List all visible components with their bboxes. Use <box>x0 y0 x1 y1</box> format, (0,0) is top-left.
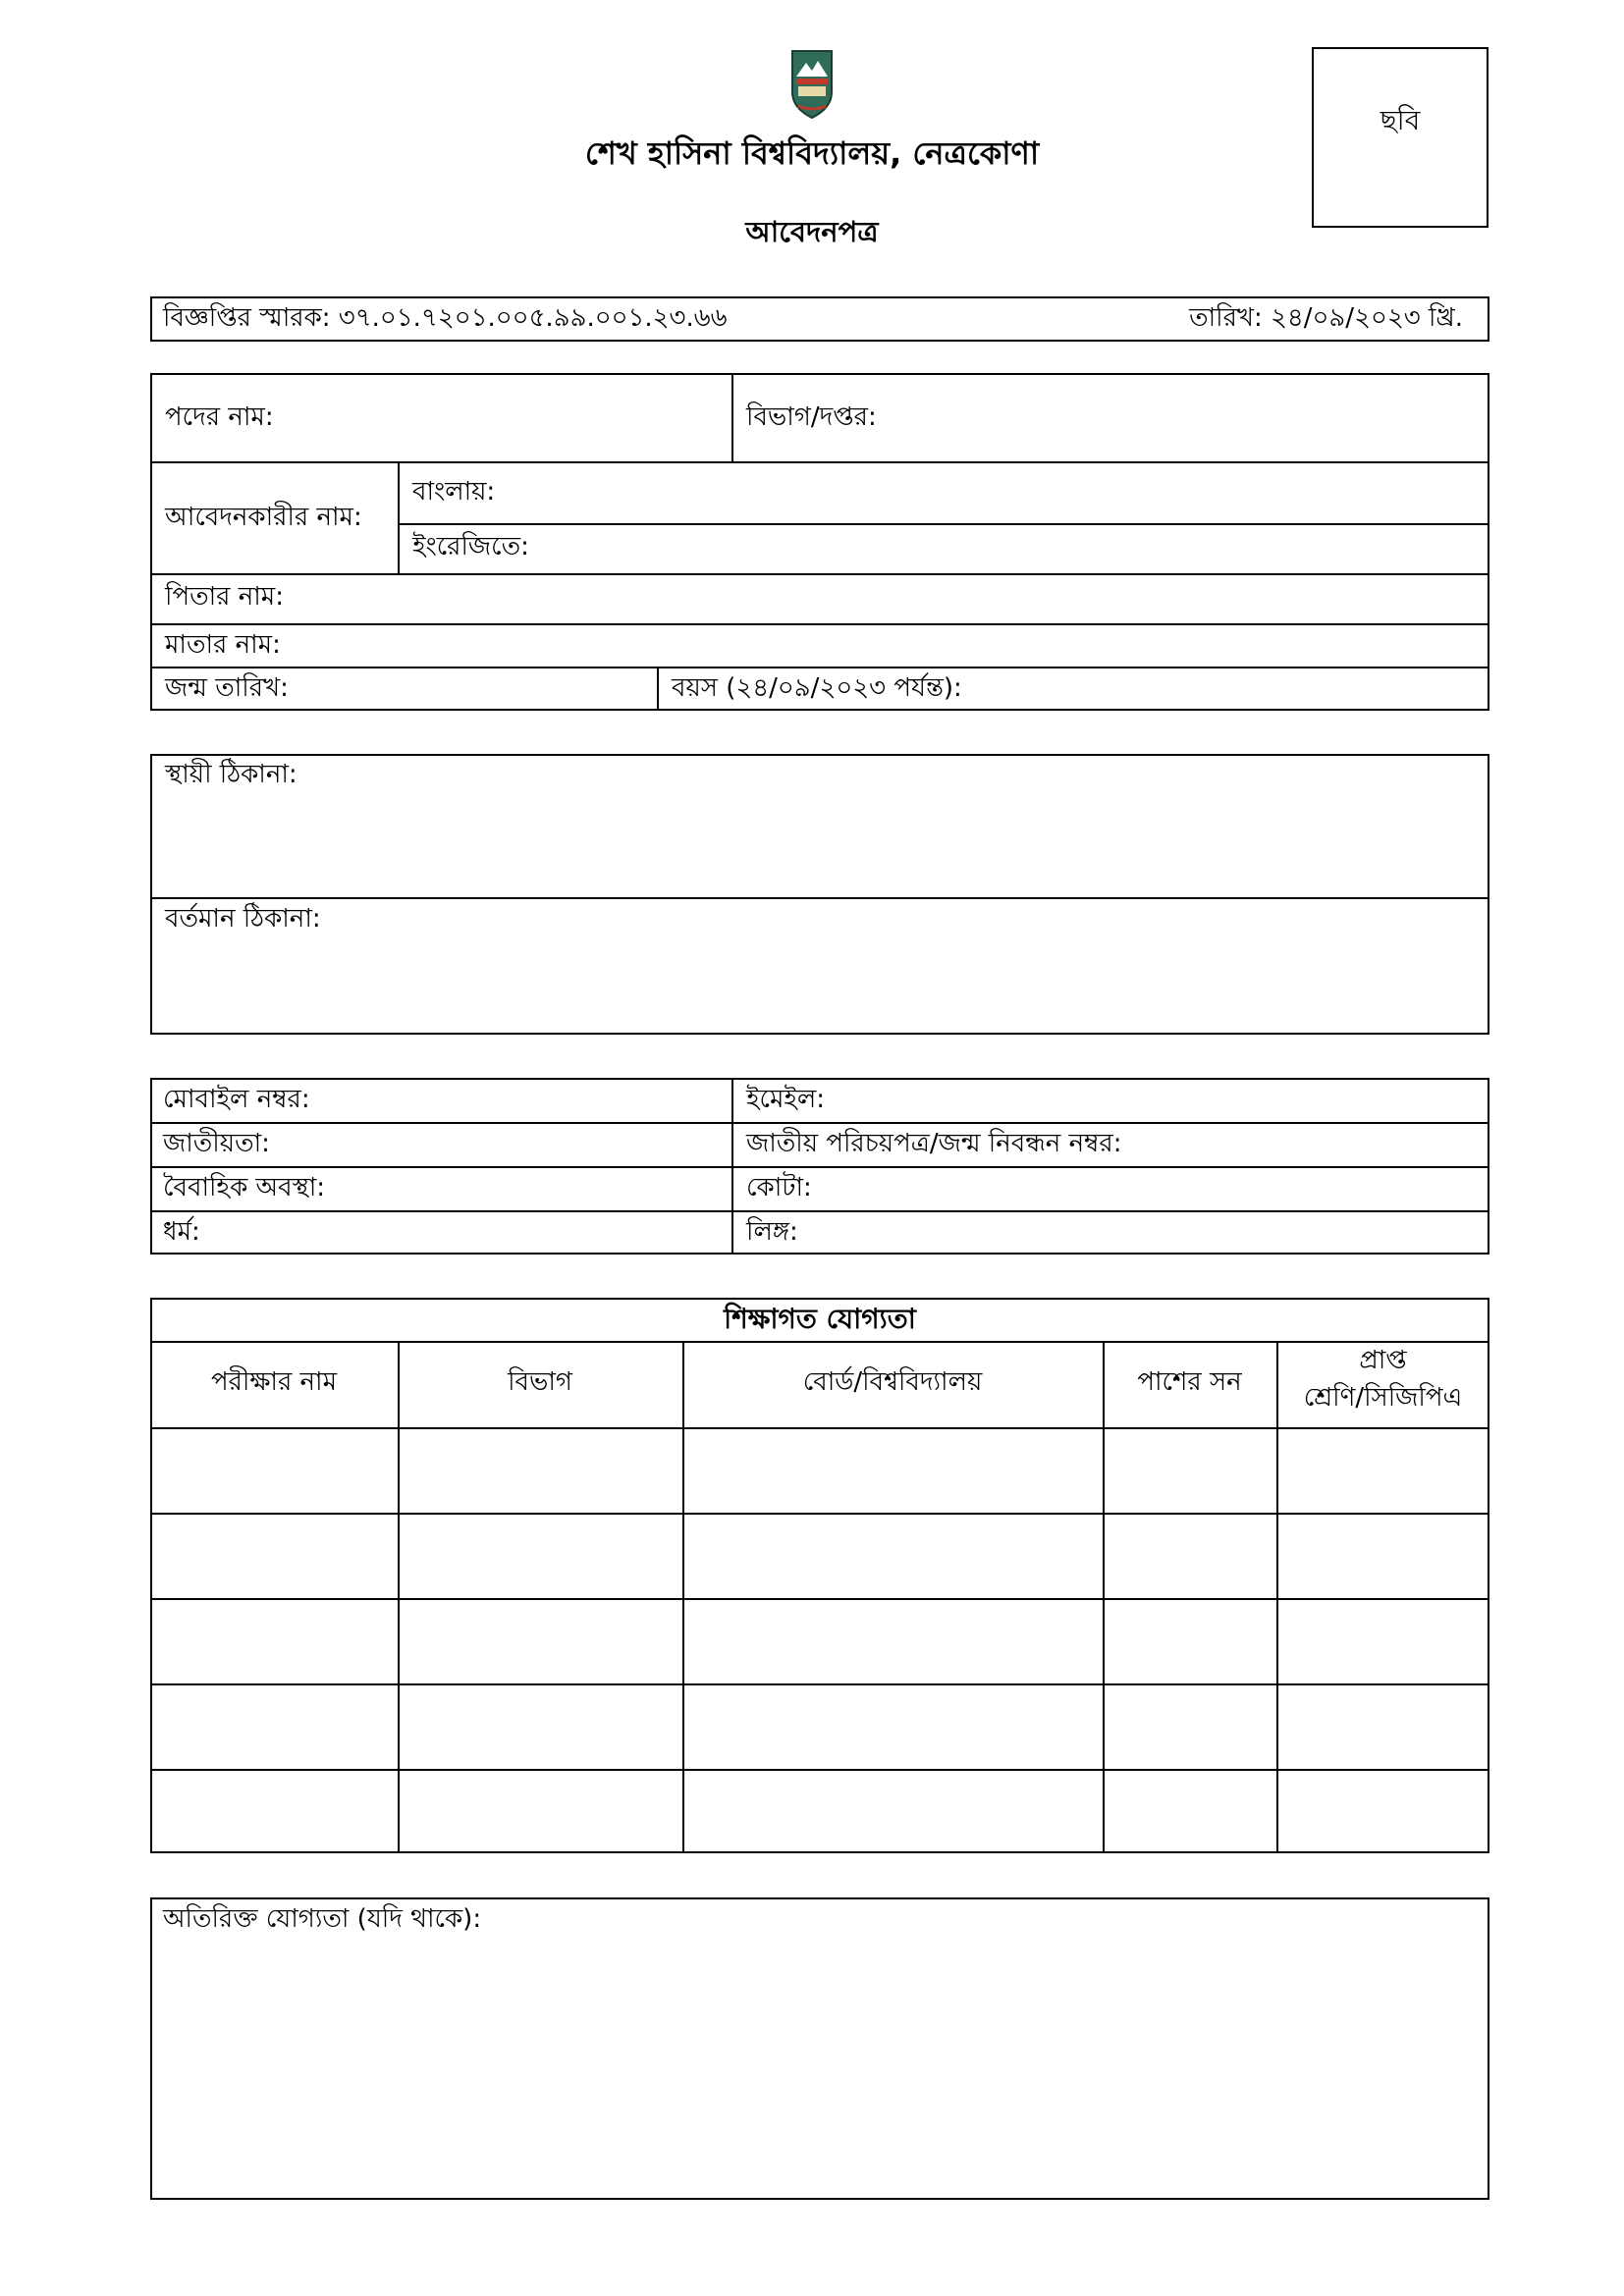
nid-field[interactable]: জাতীয় পরিচয়পত্র/জন্ম নিবন্ধন নম্বর: <box>746 1129 1122 1158</box>
email-field[interactable]: ইমেইল: <box>746 1085 826 1114</box>
post-name-field[interactable]: পদের নাম: <box>165 402 274 432</box>
notice-date: তারিখ: ২৪/০৯/২০২৩ খ্রি. <box>1189 303 1463 333</box>
col-division: বিভাগ <box>508 1367 572 1397</box>
table-row[interactable] <box>152 1429 1488 1512</box>
name-bangla-field[interactable]: বাংলায়: <box>412 477 496 507</box>
col-result-line2: শ্রেণি/সিজিপিএ <box>1303 1383 1463 1413</box>
table-row[interactable] <box>152 1771 1488 1852</box>
col-board-university: বোর্ড/বিশ্ববিদ্যালয় <box>802 1367 983 1397</box>
col-passing-year: পাশের সন <box>1137 1367 1242 1397</box>
address-table <box>150 754 1489 1035</box>
col-result-line1: প্রাপ্ত <box>1359 1346 1407 1375</box>
age-field[interactable]: বয়স (২৪/০৯/২০২৩ পর্যন্ত): <box>672 673 962 703</box>
department-field[interactable]: বিভাগ/দপ্তর: <box>746 402 877 432</box>
quota-field[interactable]: কোটা: <box>746 1173 812 1202</box>
name-english-field[interactable]: ইংরেজিতে: <box>412 532 529 561</box>
university-crest-icon <box>788 47 836 124</box>
birth-date-field[interactable]: জন্ম তারিখ: <box>165 673 289 703</box>
nationality-field[interactable]: জাতীয়তা: <box>163 1129 270 1158</box>
university-name: শেখ হাসিনা বিশ্ববিদ্যালয়, নেত্রকোণা <box>584 134 1040 172</box>
mother-name-field[interactable]: মাতার নাম: <box>165 630 281 660</box>
table-row[interactable] <box>152 1600 1488 1682</box>
applicant-name-label: আবেদনকারীর নাম: <box>165 503 362 532</box>
present-address-field[interactable]: বর্তমান ঠিকানা: <box>165 904 321 934</box>
col-exam-name: পরীক্ষার নাম <box>210 1367 338 1397</box>
memo-number: বিজ্ঞপ্তির স্মারক: ৩৭.০১.৭২০১.০০৫.৯৯.০০১.২৩.৬৬ <box>163 303 728 333</box>
father-name-field[interactable]: পিতার নাম: <box>165 582 284 612</box>
education-heading: শিক্ষাগত যোগ্যতা <box>724 1303 916 1335</box>
mobile-field[interactable]: মোবাইল নম্বর: <box>163 1085 310 1114</box>
marital-status-field[interactable]: বৈবাহিক অবস্থা: <box>163 1173 326 1202</box>
table-row[interactable] <box>152 1685 1488 1768</box>
additional-qualification-box[interactable] <box>150 1897 1489 2200</box>
permanent-address-field[interactable]: স্থায়ী ঠিকানা: <box>165 760 298 789</box>
gender-field[interactable]: লিঙ্গ: <box>746 1217 798 1247</box>
additional-qualification-label: অতিরিক্ত যোগ্যতা (যদি থাকে): <box>163 1904 482 1934</box>
religion-field[interactable]: ধর্ম: <box>163 1217 200 1247</box>
table-row[interactable] <box>152 1515 1488 1597</box>
form-title: আবেদনপত্র <box>745 215 879 248</box>
photo-box[interactable] <box>1312 47 1489 228</box>
photo-label: ছবি <box>1380 104 1421 136</box>
